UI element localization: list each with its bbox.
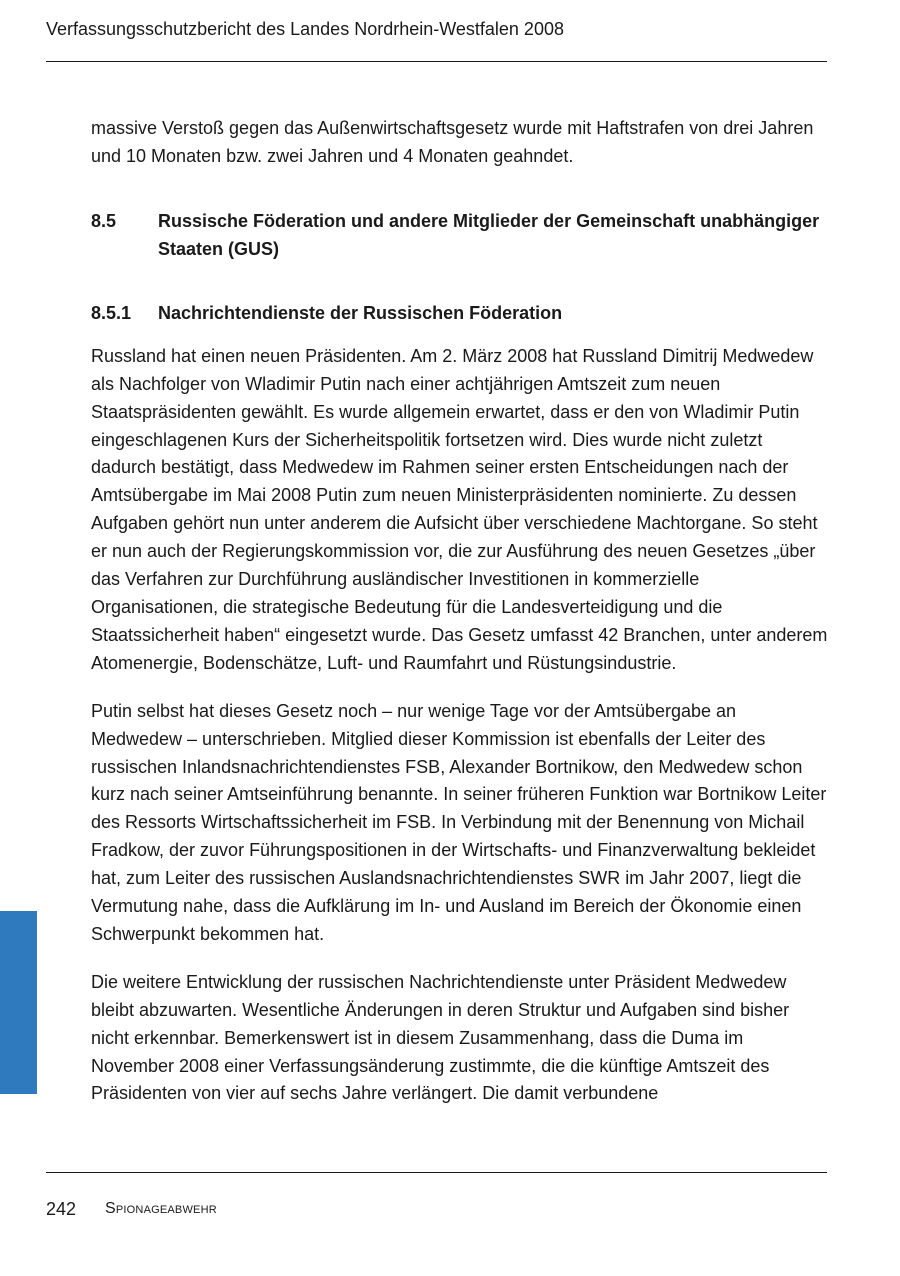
- section-heading: [91, 207, 831, 263]
- page-body: [91, 115, 831, 1128]
- footer-rule: [46, 1172, 827, 1173]
- section-number: 8.5: [91, 210, 117, 231]
- intro-paragraph: massive Verstoß gegen das Außenwirtschaftsgesetz wurde mit Haftstrafen von drei Jahren und 10 Monaten bzw. zwei Jahren und 4 Monaten geahndet.: [91, 118, 814, 166]
- page-number: 242: [46, 1199, 77, 1219]
- chapter-side-tab: [0, 911, 37, 1094]
- subsection-heading: [91, 299, 831, 327]
- section-title: Russische Föderation und andere Mitglieder der Gemeinschaft unabhängiger Staaten (GUS): [158, 210, 820, 259]
- body-paragraph-3: Die weitere Entwicklung der russischen Nachrichtendienste unter Präsident Medwedew bleibt abzuwarten. Wesentliche Änderungen in deren Struktur und Aufgaben sind bisher nicht erkennbar. Bemerkenswert ist in diesem Zusammenhang, dass die Duma im November 2008 einer Verfassungsänderung zustimmte, die die künftige Amtszeit des Präsidenten von vier auf sechs Jahre verlängert. Die damit verbundene: [91, 971, 790, 1104]
- subsection-title: Nachrichtendienste der Russischen Föderation: [158, 302, 563, 323]
- body-paragraph-1: Russland hat einen neuen Präsidenten. Am 2. März 2008 hat Russland Dimitrij Medwedew als Nachfolger von Wladimir Putin nach einer achtjährigen Amtszeit zum neuen Staatspräsidenten gewählt. Es wurde allgemein erwartet, dass er den von Wladimir Putin eingeschlagenen Kurs der Sicherheitspolitik fortsetzen wird. Dies wurde nicht zuletzt dadurch bestätigt, dass Medwedew im Rahmen seiner ersten Entscheidungen nach der Amtsübergabe im Mai 2008 Putin zum neuen Ministerpräsidenten nominierte. Zu dessen Aufgaben gehört nun unter anderem die Aufsicht über verschiedene Machtorgane. So steht er nun auch der Regierungskommission vor, die zur Ausführung des neuen Gesetzes „über das Verfahren zur Durchführung ausländischer Investitionen in kommerzielle Organisationen, die strategische Bedeutung für die Landesverteidigung und die Staatssicherheit haben“ eingesetzt wurde. Das Gesetz umfasst 42 Branchen, unter anderem Atomenergie, Bodenschätze, Luft- und Raumfahrt und Rüstungsindustrie.: [91, 345, 828, 673]
- running-header: Verfassungsschutzbericht des Landes Nordrhein-Westfalen 2008: [46, 19, 564, 39]
- footer-chapter-title: Spionageabwehr: [105, 1200, 217, 1217]
- body-paragraph-2: Putin selbst hat dieses Gesetz noch – nur wenige Tage vor der Amtsübergabe an Medwedew – unterschrieben. Mitglied dieser Kommission ist ebenfalls der Leiter des russischen Inlandsnachrichtendienstes FSB, Alexander Bortnikow, den Medwedew schon kurz nach seiner Amtseinführung benannte. In seiner früheren Funktion war Bortnikow Leiter des Ressorts Wirtschaftssicherheit im FSB. In Verbindung mit der Benennung von Michail Fradkow, der zuvor Führungspositionen in der Wirtschafts- und Finanzverwaltung bekleidet hat, zum Leiter des russischen Auslandsnachrichtendienstes SWR im Jahr 2007, liegt die Vermutung nahe, dass die Aufklärung im In- und Ausland im Bereich der Ökonomie einen Schwerpunkt bekommen hat.: [91, 700, 827, 944]
- header-rule: [46, 61, 827, 62]
- subsection-number: 8.5.1: [91, 302, 132, 323]
